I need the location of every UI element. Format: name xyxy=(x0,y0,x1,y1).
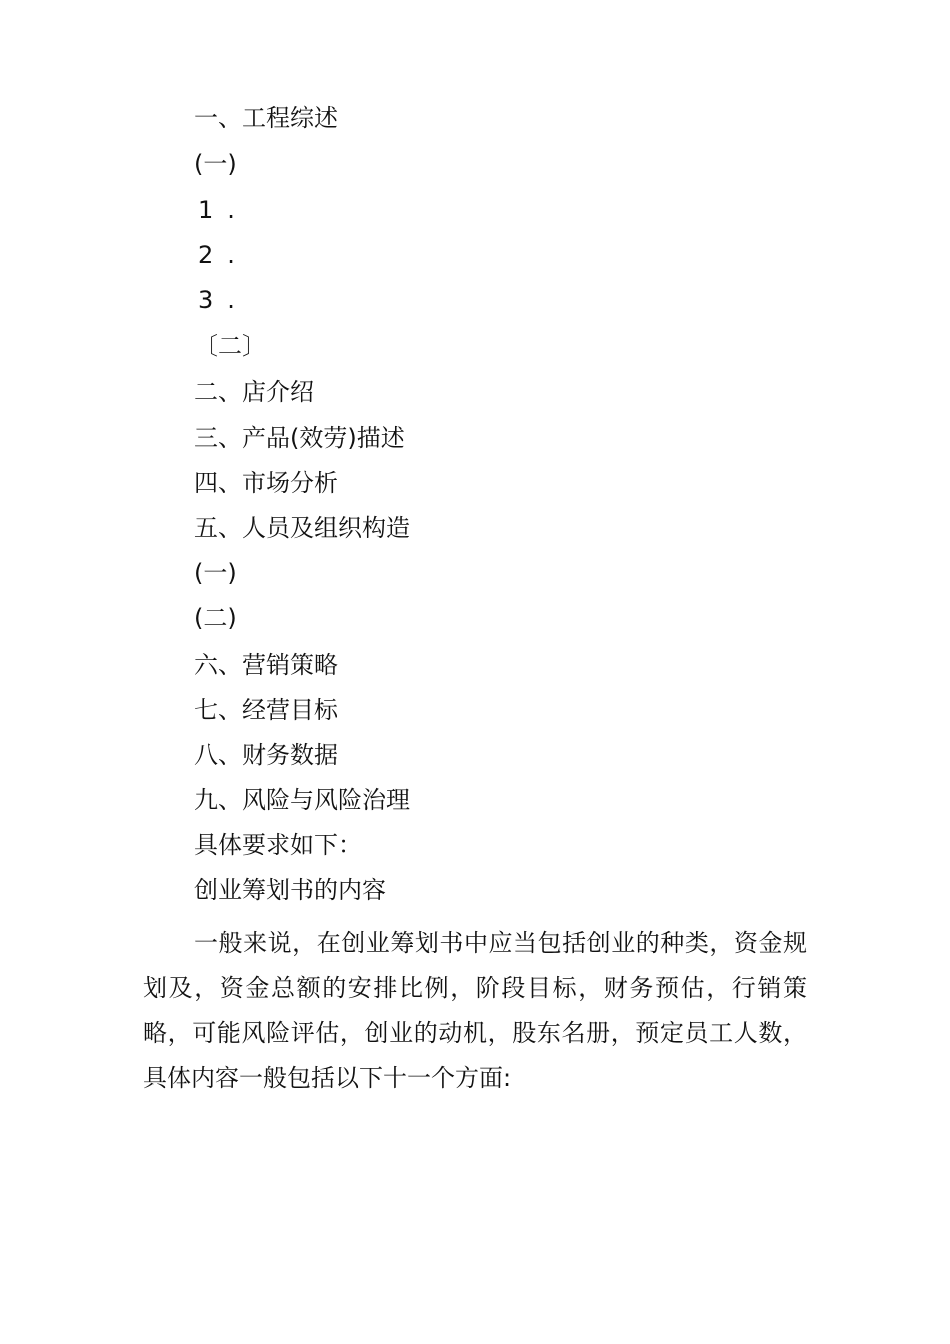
section-heading-4: 四、市场分析 xyxy=(194,469,338,497)
section-heading-3: 三、产品(效劳)描述 xyxy=(194,424,405,452)
content-heading: 创业筹划书的内容 xyxy=(194,876,386,904)
section-heading-9: 九、风险与风险治理 xyxy=(194,786,410,814)
subsection-1-2: 〔二〕 xyxy=(194,332,266,360)
section-heading-8: 八、财务数据 xyxy=(194,741,338,769)
section-heading-7: 七、经营目标 xyxy=(194,696,338,724)
body-paragraph: 一般来说，在创业筹划书中应当包括创业的种类，资金规划及，资金总额的安排比例，阶段目标，财务预估，行销策略，可能风险评估，创业的动机，股东名册，预定员工人数，具体内容一般包括以下十一个方面: xyxy=(143,929,807,1092)
subsection-1-1: (一) xyxy=(194,150,237,178)
section-heading-5: 五、人员及组织构造 xyxy=(194,514,410,542)
section-heading-6: 六、营销策略 xyxy=(194,651,338,679)
section-heading-1: 一、工程综述 xyxy=(194,104,338,132)
subsection-5-1: (一) xyxy=(194,559,237,587)
requirements-intro: 具体要求如下： xyxy=(194,831,362,859)
subsection-5-2: (二) xyxy=(194,604,237,632)
list-item-3: 3. xyxy=(198,286,249,314)
list-item-1: 1. xyxy=(198,196,249,224)
section-heading-2: 二、店介绍 xyxy=(194,378,314,406)
list-item-2: 2. xyxy=(198,241,249,269)
